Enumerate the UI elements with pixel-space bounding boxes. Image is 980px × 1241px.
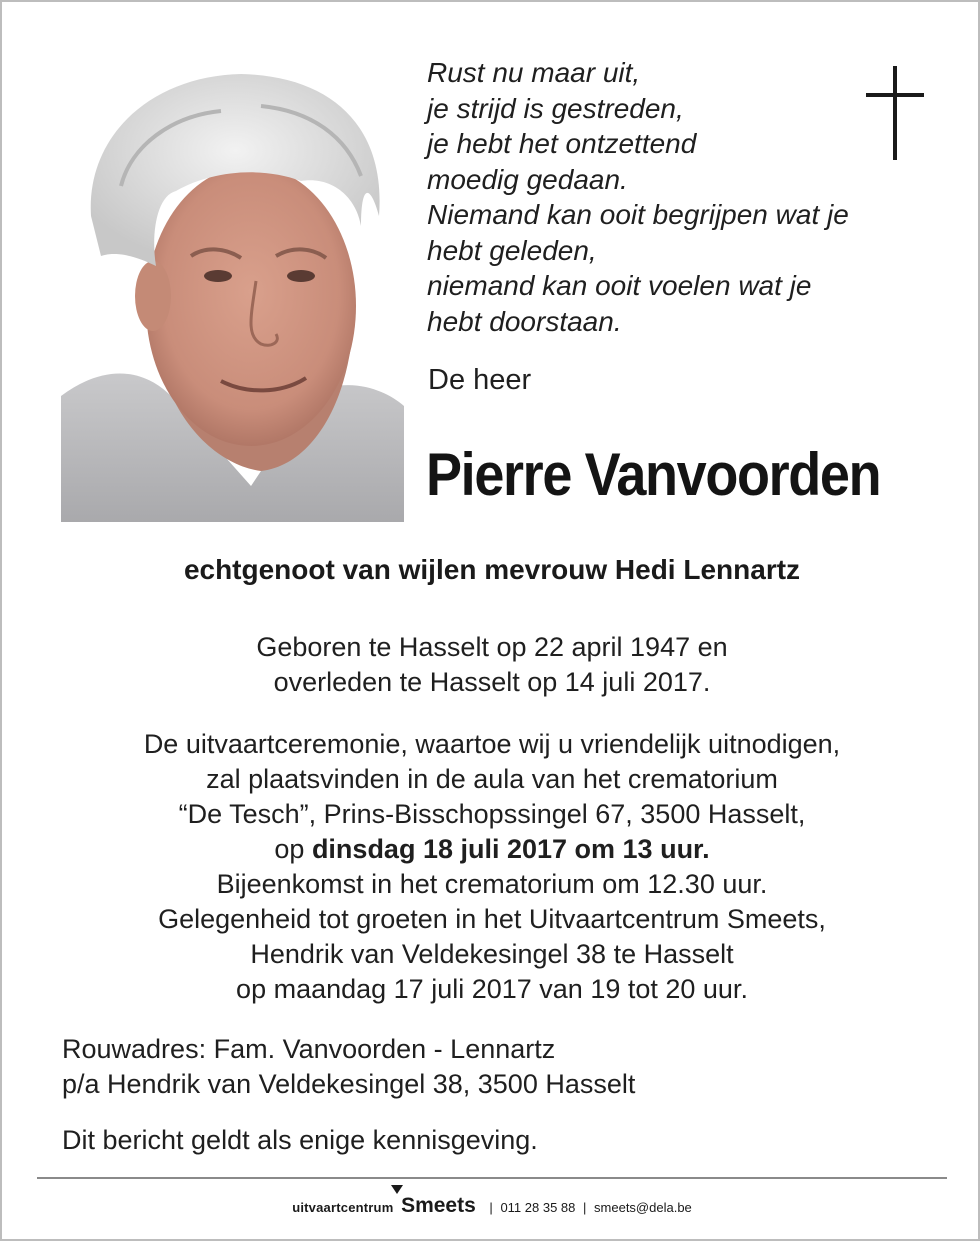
ceremony-date-prefix: op (274, 834, 312, 864)
separator: | (583, 1200, 587, 1215)
brand-prefix: uitvaartcentrum (292, 1200, 394, 1215)
address-line: Rouwadres: Fam. Vanvoorden - Lennartz (62, 1034, 556, 1064)
poem-line: niemand kan ooit voelen wat je (427, 270, 812, 301)
brand-name-wrap (401, 1194, 476, 1217)
deceased-name: Pierre Vanvoorden (426, 441, 881, 508)
ceremony-date-line (2, 832, 980, 867)
poem-line: Rust nu maar uit, (427, 57, 641, 88)
death-line: overleden te Hasselt op 14 juli 2017. (273, 667, 711, 697)
email: smeets@dela.be (594, 1200, 692, 1215)
ceremony-line: Gelegenheid tot groeten in het Uitvaartcentrum Smeets, (158, 904, 826, 934)
ceremony-line: “De Tesch”, Prins-Bisschopssingel 67, 3500 Hasselt, (178, 799, 806, 829)
birth-line: Geboren te Hasselt op 22 april 1947 en (256, 632, 728, 662)
cross-icon (866, 66, 924, 160)
poem-line: hebt doorstaan. (427, 305, 622, 337)
poem-line: Niemand kan ooit begrijpen wat je (427, 199, 849, 230)
phone: 011 28 35 88 (500, 1200, 576, 1215)
mourning-address (62, 1032, 635, 1102)
divider (37, 1177, 947, 1179)
ceremony-line: De uitvaartceremonie, waartoe wij u vriendelijk uitnodigen, (143, 729, 841, 759)
notice-text: Dit bericht geldt als enige kennisgeving. (62, 1125, 538, 1155)
ceremony-line: Hendrik van Veldekesingel 38 te Hasselt (250, 939, 734, 969)
honorific: De heer (428, 364, 532, 396)
funeral-home-footer (2, 1194, 980, 1218)
poem (427, 55, 927, 339)
poem-line: je hebt het ontzettend (427, 128, 697, 159)
ceremony-date: dinsdag 18 juli 2017 om 13 uur. (311, 834, 710, 864)
poem-line: je strijd is gestreden, (427, 92, 684, 124)
ceremony-line: zal plaatsvinden in de aula van het crematorium (206, 764, 778, 794)
poem-line: hebt geleden, (427, 234, 597, 266)
poem-line: moedig gedaan. (427, 163, 628, 195)
triangle-marker-icon (391, 1185, 403, 1194)
brand-name: Smeets (401, 1194, 476, 1217)
birth-death-info (2, 630, 980, 700)
portrait-photo (61, 66, 404, 522)
separator: | (489, 1200, 493, 1215)
spouse-line: echtgenoot van wijlen mevrouw Hedi Lennartz (183, 554, 801, 585)
ceremony-line: Bijeenkomst in het crematorium om 12.30 uur. (216, 869, 768, 899)
ceremony-info (2, 727, 980, 1007)
address-line: p/a Hendrik van Veldekesingel 38, 3500 Hasselt (62, 1069, 636, 1099)
portrait-illustration (61, 66, 404, 522)
ceremony-line: op maandag 17 juli 2017 van 19 tot 20 uur. (236, 974, 748, 1004)
